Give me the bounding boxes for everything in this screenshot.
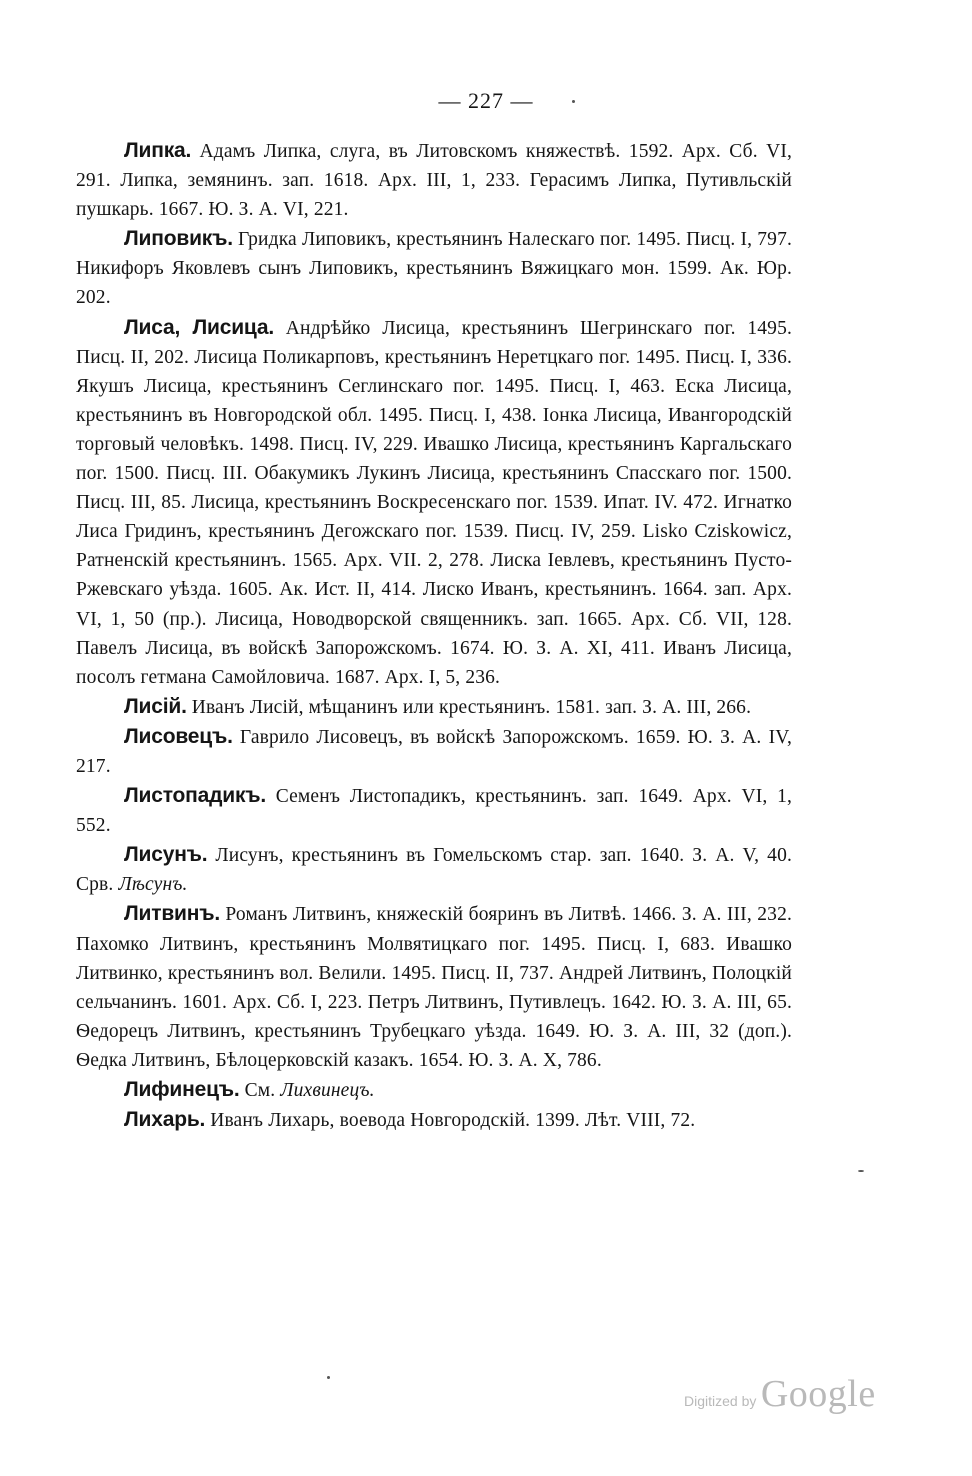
entry-text: Романъ Литвинъ, княжескій бояринъ въ Литвѣ. 1466. З. А. III, 232. Пахомко Литвинъ, крестьянинъ Молвятицкаго пог. 1495. Писц. I, 683. Ивашко Литвинко, крестьянинъ вол. Велили. 1495. Писц. II, 737. Андрей Литвинъ, Полоцкій сельчанинъ. 1601. Арх. Сб. I, 223. Петръ Литвинъ, Путивлецъ. 1642. Ю. З. А. III, 65. Ѳедорецъ Литвинъ, крестьянинъ Трубецкаго уѣзда. 1649. Ю. З. А. III, 32 (доп.). Ѳедка Литвинъ, Бѣлоцерковскій казакъ. 1654. Ю. З. А. X, 786. <box>76 904 792 1071</box>
cross-reference: Лѣсунъ. <box>118 874 188 896</box>
headword: Лисовецъ. <box>124 724 233 748</box>
entry-likhar <box>76 1105 792 1135</box>
entry-lisa <box>76 313 792 692</box>
entry-lisiy <box>76 692 792 722</box>
scan-speck <box>858 1170 864 1172</box>
google-logo: Google <box>760 1373 876 1415</box>
entry-lifinets <box>76 1075 792 1105</box>
headword: Липка. <box>124 139 192 162</box>
entry-litvin <box>76 899 792 1075</box>
headword: Лифинецъ. <box>124 1078 240 1101</box>
entry-lipka <box>76 136 792 224</box>
digitized-by-google-watermark <box>684 1372 876 1416</box>
entry-text: Андрѣйко Лисица, крестьянинъ Шегринскаго пог. 1495. Писц. II, 202. Лисица Поликарповъ, крестьянинъ Неретцкаго пог. 1495. Писц. I, 336. Якушъ Лисица, крестьянинъ Сеглинскаго пог. 1495. Писц. I, 463. Еска Лисица, крестьянинъ въ Новгородской обл. 1495. Писц. I, 438. Іонка Лисица, Ивангородскій торговый человѣкъ. 1498. Писц. IV, 229. Ивашко Лисица, крестьянинъ Каргальскаго пог. 1500. Писц. III. Обакумикъ Лукинъ Лисица, крестьянинъ Спасскаго пог. 1500. Писц. III, 85. Лисица, крестьянинъ Воскресенскаго пог. 1539. Ипат. IV. 472. Игнатко Лиса Гридинъ, крестьянинъ Дегожскаго пог. 1539. Писц. IV, 259. Lisko Cziskowicz, Ратненскій крестьянинъ. 1565. Арх. VII. 2, 278. Лиска Іевлевъ, крестьянинъ Пусто-Ржевскаго уѣзда. 1605. Ак. Ист. II, 414. Лиско Иванъ, крестьянинъ. 1664. зап. Арх. VI, 1, 50 (пр.). Лисица, Новодворской священникъ. зап. 1665. Арх. Сб. VII, 128. Павелъ Лисица, въ войскѣ Запорожскомъ. 1674. Ю. З. А. XI, 411. Иванъ Лисица, посолъ гетмана Самойловича. 1687. Арх. I, 5, 236. <box>76 317 793 688</box>
headword: Лисунъ. <box>124 843 208 867</box>
headword: Лисій. <box>124 694 187 718</box>
headword: Листопадикъ. <box>124 784 267 808</box>
entry-lisun <box>76 840 792 899</box>
page-number: — 227 — <box>438 88 534 113</box>
scan-speck <box>327 1376 330 1379</box>
watermark-prefix: Digitized by <box>684 1393 757 1409</box>
entry-lipovik <box>76 224 792 312</box>
entry-text: Иванъ Лихарь, воевода Новгородскій. 1399. Лѣт. VIII, 72. <box>205 1110 696 1132</box>
entry-text: Лисунъ, крестьянинъ въ Гомельскомъ стар. зап. 1640. З. А. V, 40. Срв. <box>76 845 792 896</box>
dictionary-text <box>76 136 792 1135</box>
headword: Лихарь. <box>124 1108 206 1132</box>
headword: Липовикъ. <box>124 227 233 251</box>
entry-listopadik <box>76 781 792 840</box>
headword: Лиса, Лисица. <box>124 315 275 339</box>
entry-text: Гаврило Лисовецъ, въ войскѣ Запорожскомъ. 1659. Ю. З. А. IV, 217. <box>76 726 792 777</box>
entry-text: Гридка Липовикъ, крестьянинъ Налескаго пог. 1495. Писц. I, 797. Никифоръ Яковлевъ сынъ Липовикъ, крестьянинъ Вяжицкаго мон. 1599. Ак. Юр. 202. <box>76 229 792 309</box>
entry-text: Семенъ Листопадикъ, крестьянинъ. зап. 1649. Арх. VI, 1, 552. <box>76 786 792 837</box>
entry-lisovets <box>76 722 792 781</box>
scan-speck <box>572 100 575 103</box>
entry-text: Иванъ Лисій, мѣщанинъ или крестьянинъ. 1581. зап. З. А. III, 266. <box>186 696 752 718</box>
entry-text: Адамъ Липка, слуга, въ Литовскомъ княжествѣ. 1592. Арх. Сб. VI, 291. Липка, земянинъ. зап. 1618. Арх. III, 1, 233. Герасимъ Липка, Путивльскій пушкарь. 1667. Ю. З. А. VI, 221. <box>76 141 792 221</box>
cross-reference: Лихвинецъ. <box>280 1080 375 1101</box>
headword: Литвинъ. <box>124 902 220 926</box>
entry-text: См. <box>239 1080 281 1101</box>
